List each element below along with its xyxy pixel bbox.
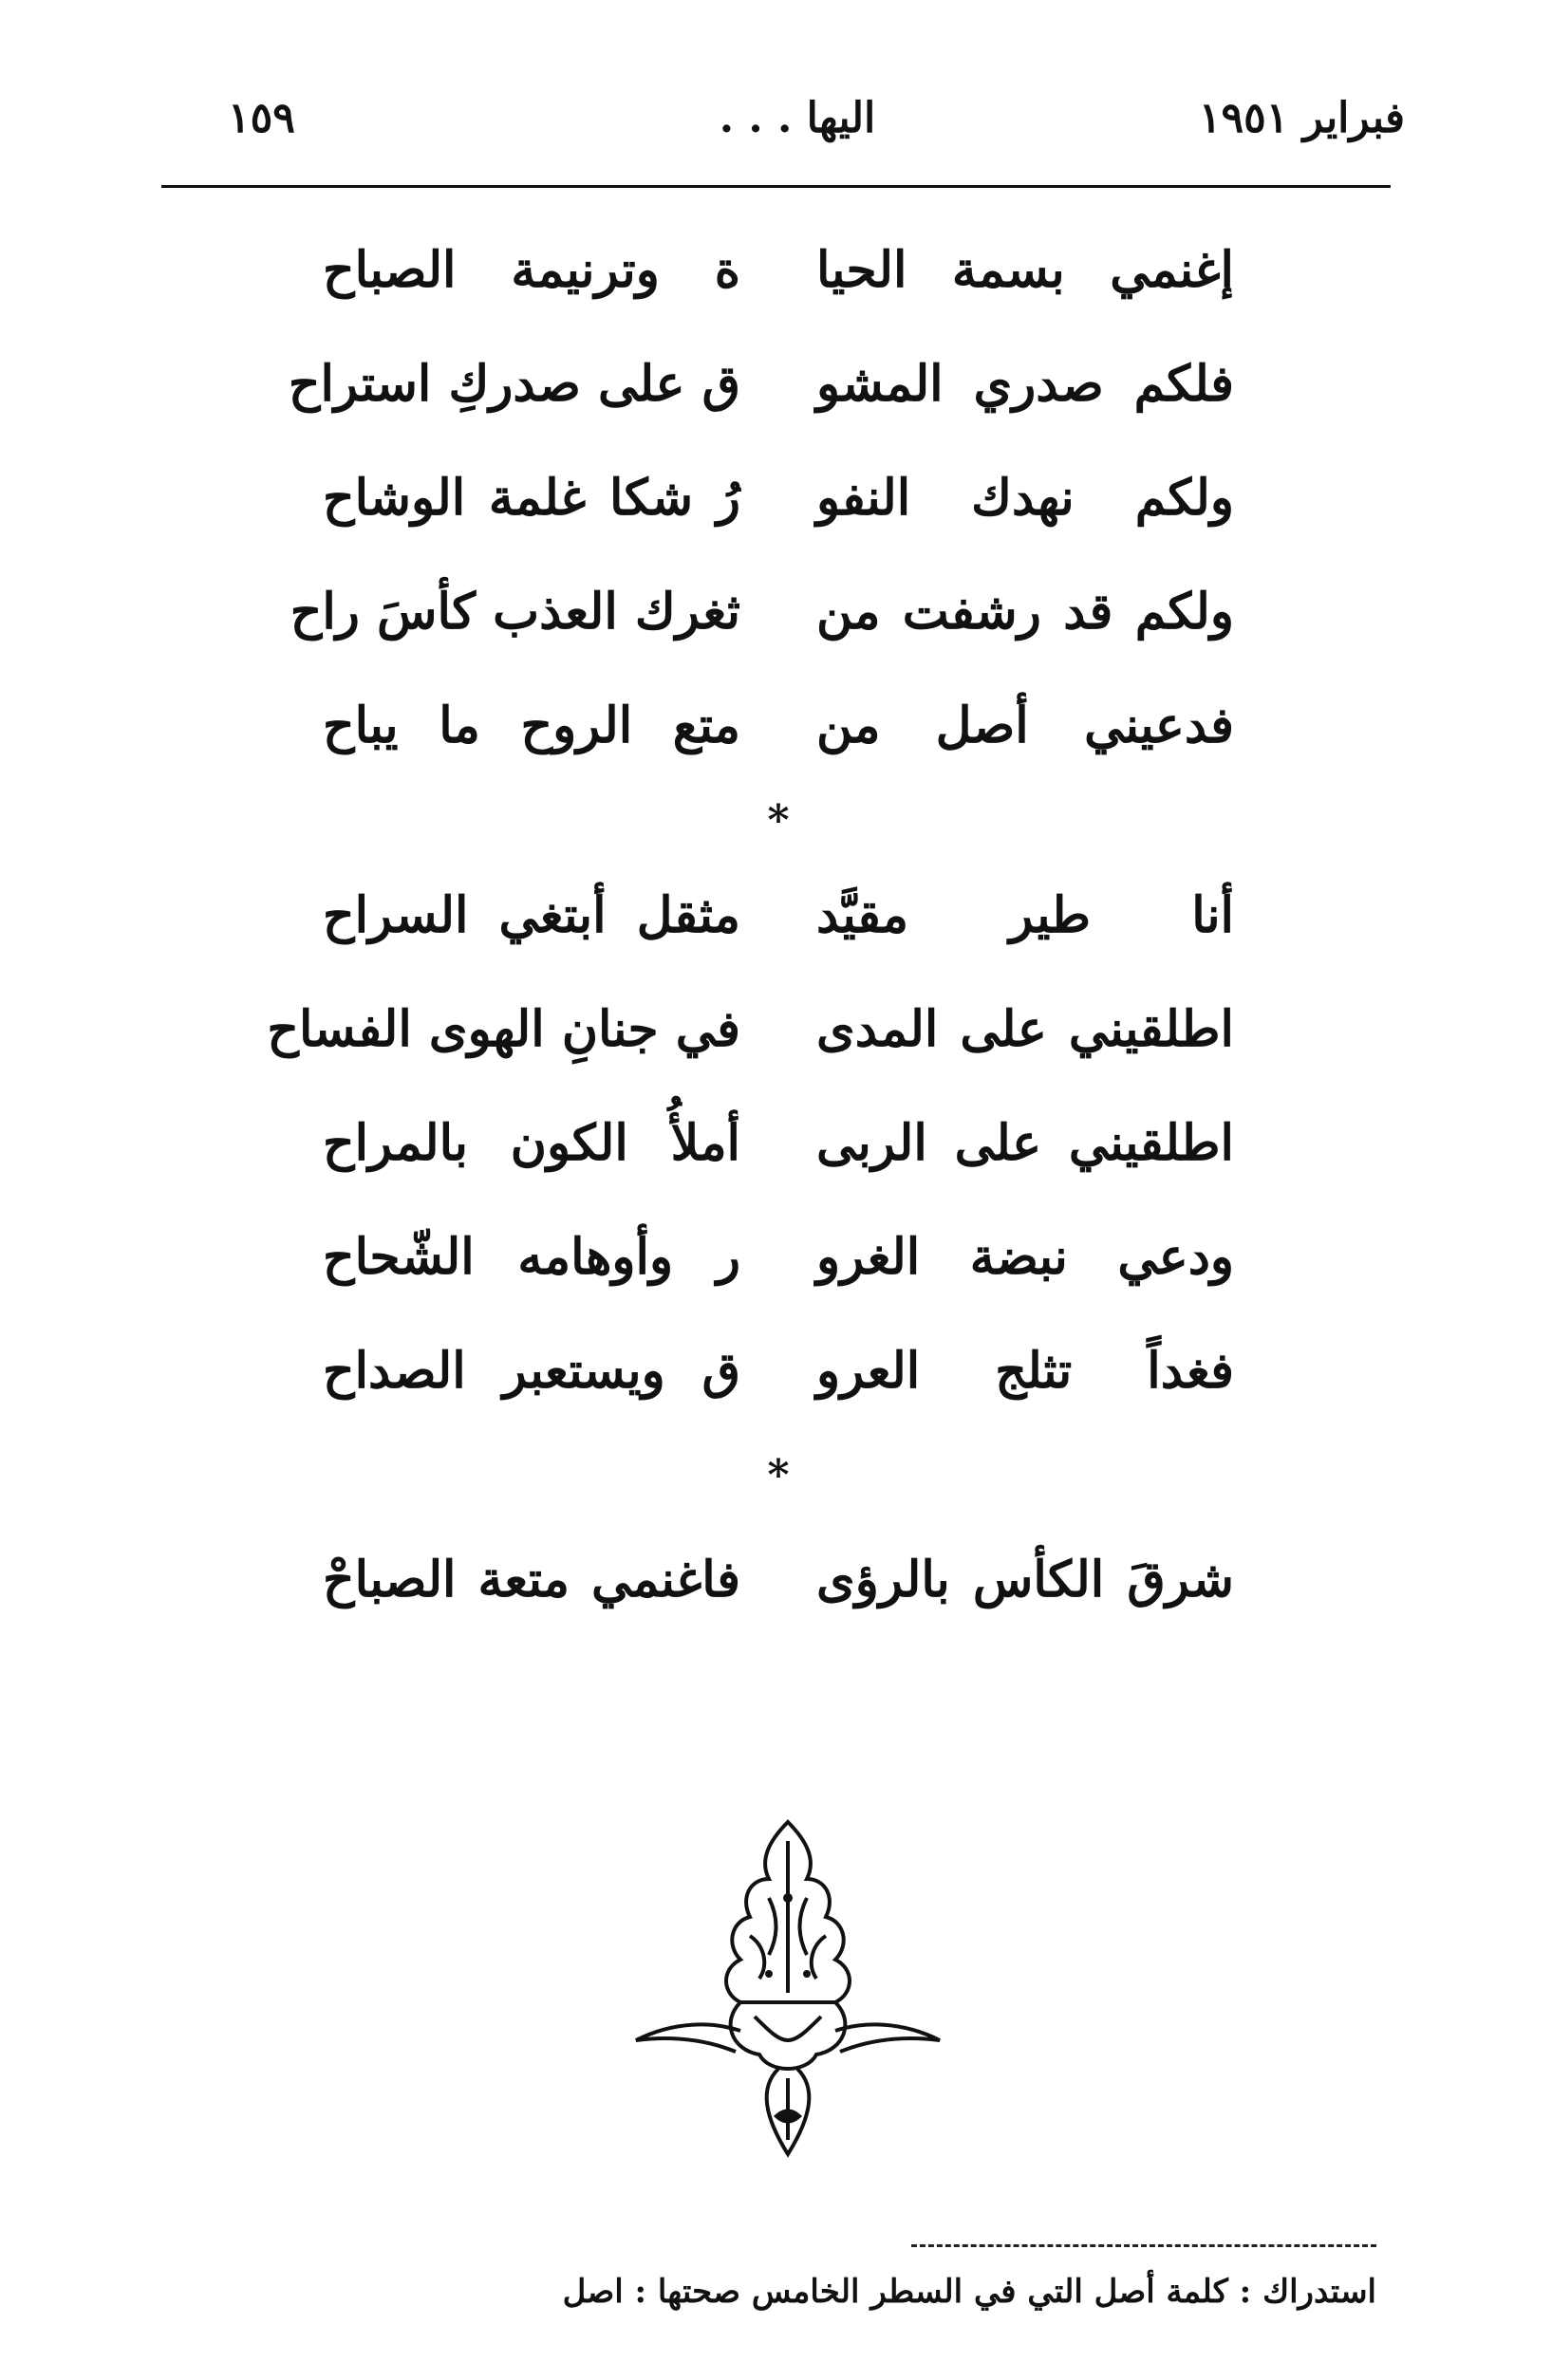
verse-11 [323, 1523, 1234, 1637]
verse-first-hemistich: فغداً تثلج العرو [816, 1342, 1234, 1400]
verse-first-hemistich: ودعي نبضة الغرو [816, 1228, 1234, 1286]
verse-second-hemistich: ر وأوهامه الشّحاح [323, 1228, 740, 1286]
header-title: اليها . . . [719, 94, 876, 142]
verse-1 [323, 214, 1234, 327]
verse-first-hemistich: شرقَ الكأس بالرؤى [816, 1551, 1234, 1608]
verse-second-hemistich: رُ شكا غلمة الوشاح [323, 469, 740, 527]
verse-first-hemistich: فلكم صدري المشو [816, 355, 1234, 413]
verse-10 [323, 1314, 1234, 1428]
verse-second-hemistich: ثغرك العذب كأسَ راح [290, 583, 740, 641]
verse-3 [323, 441, 1234, 555]
verse-9 [323, 1200, 1234, 1314]
verse-first-hemistich: ولكم قد رشفت من [816, 583, 1234, 641]
verse-second-hemistich: متع الروح ما يباح [323, 697, 740, 754]
verse-6 [323, 859, 1234, 973]
verse-first-hemistich: إغنمي بسمة الحيا [816, 241, 1234, 299]
verse-second-hemistich: أملأُ الكون بالمراح [323, 1114, 740, 1172]
verse-first-hemistich: فدعيني أصل من [816, 697, 1234, 754]
header-rule [161, 185, 1391, 188]
verse-8 [323, 1087, 1234, 1200]
stanza-separator: * [767, 796, 790, 845]
poem [267, 214, 1234, 1637]
verse-5 [323, 669, 1234, 783]
verse-first-hemistich: ولكم نهدك النفو [816, 469, 1234, 527]
verse-second-hemistich: في جنانِ الهوى الفساح [267, 1000, 740, 1058]
verse-second-hemistich: ة وترنيمة الصباح [323, 241, 740, 299]
verse-second-hemistich: ق ويستعبر الصداح [323, 1342, 740, 1400]
verse-second-hemistich: فاغنمي متعة الصباحْ [323, 1551, 740, 1608]
verse-4 [290, 555, 1234, 669]
verse-second-hemistich: مثقل أبتغي السراح [323, 886, 740, 944]
footnote: استدراك : كلمة أصل التي في السطر الخامس صحتها : اصل [562, 2273, 1376, 2311]
verse-first-hemistich: اطلقيني على الربى [816, 1114, 1234, 1172]
page-number: ١٥٩ [228, 94, 295, 142]
header-date: فبراير ١٩٥١ [1198, 94, 1405, 142]
verse-first-hemistich: أنا طير مقيَّد [816, 886, 1234, 944]
stanza-separator: * [767, 1451, 790, 1499]
verse-second-hemistich: ق على صدركِ استراح [288, 355, 740, 413]
footnote-rule [911, 2244, 1376, 2247]
floral-ornament [626, 1803, 949, 2164]
verse-first-hemistich: اطلقيني على المدى [816, 1000, 1234, 1058]
verse-7 [267, 973, 1234, 1087]
verse-2 [288, 327, 1234, 441]
running-header [190, 81, 1405, 157]
